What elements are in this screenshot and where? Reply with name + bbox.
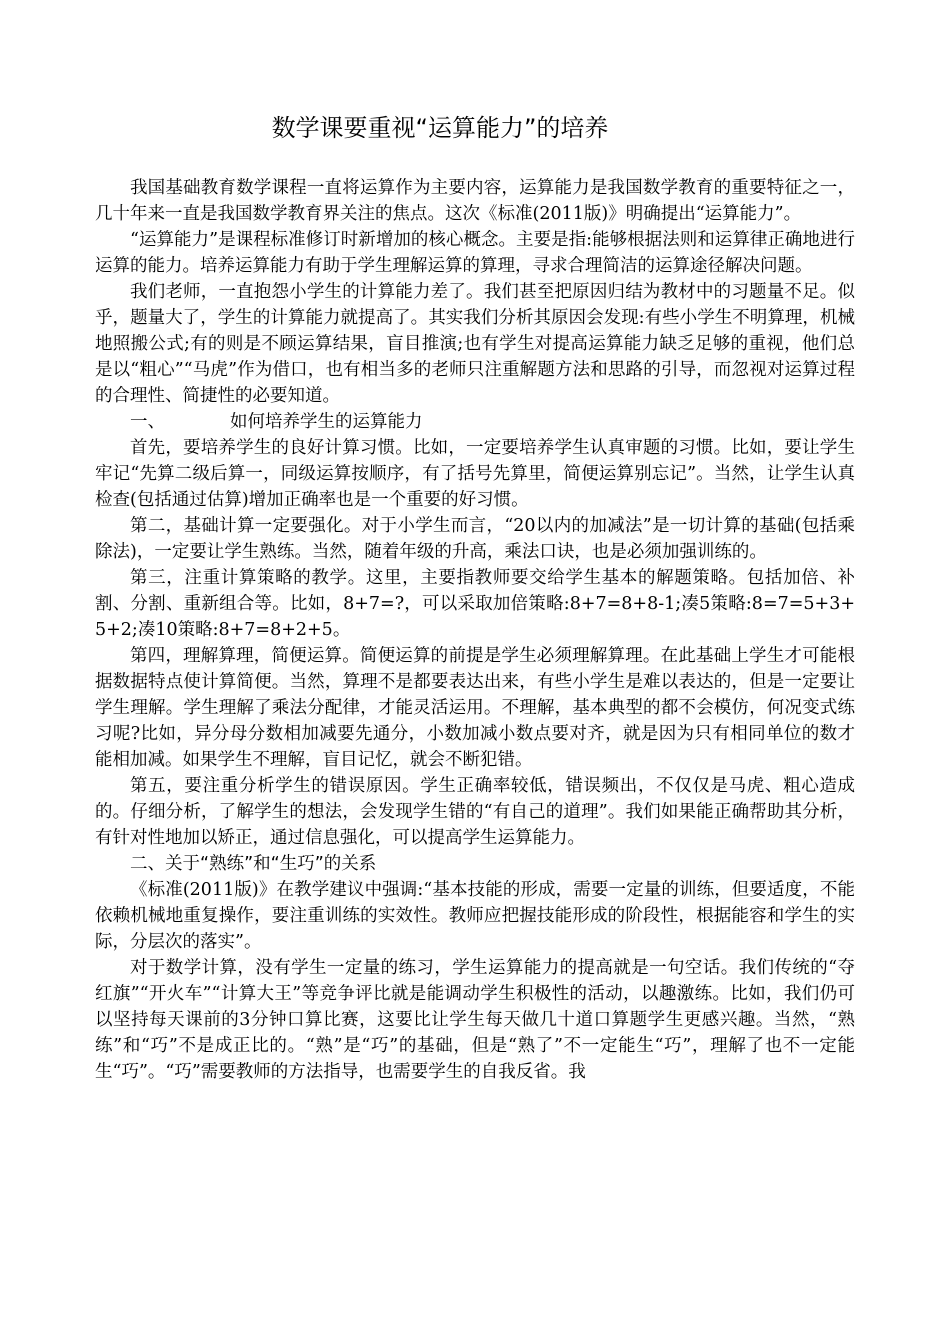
intro-paragraph-3: 我们老师，一直抱怨小学生的计算能力差了。我们甚至把原因归结为教材中的习题量不足。似乎，题量大了，学生的计算能力就提高了。其实我们分析其原因会发现:有些小学生不明算理，机械地照搬公式;有的则是不顾运算结果，盲目推演;也有学生对提高运算能力缺乏足够的重视，他们总是以“粗心”“马虎”作为借口，也有相当多的老师只注重解题方法和思路的引导，而忽视对运算过程的合理性、简捷性的必要知道。 — [95, 282, 855, 406]
section-heading-1 — [95, 409, 855, 435]
section1-paragraph-4: 第四，理解算理，简便运算。简便运算的前提是学生必须理解算理。在此基础上学生才可能根据数据特点使计算简便。当然，算理不是都要表达出来，有些小学生是难以表达的，但是一定要让学生理解。学生理解了乘法分配律，才能灵活运用。不理解，基本典型的都不会模仿，何况变式练习呢?比如，异分母分数相加减要先通分，小数加减小数点要对齐，就是因为只有相同单位的数才能相加减。如果学生不理解，盲目记忆，就会不断犯错。 — [95, 646, 855, 770]
section2-paragraph-2: 对于数学计算，没有学生一定量的练习，学生运算能力的提高就是一句空话。我们传统的“夺红旗”“开火车”“计算大王”等竞争评比就是能调动学生积极性的活动，以趣激练。比如，我们仍可以坚持每天课前的3分钟口算比赛，这要比让学生每天做几十道口算题学生更感兴趣。当然，“熟练”和“巧”不是成正比的。“熟”是“巧”的基础，但是“熟了”不一定能生“巧”，理解了也不一定能生“巧”。“巧”需要教师的方法指导，也需要学生的自我反省。我 — [95, 958, 855, 1082]
intro-paragraph-2: “运算能力”是课程标准修订时新增加的核心概念。主要是指:能够根据法则和运算律正确地进行运算的能力。培养运算能力有助于学生理解运算的算理，寻求合理简洁的运算途径解决问题。 — [95, 230, 855, 276]
intro-paragraph-1: 我国基础教育数学课程一直将运算作为主要内容，运算能力是我国数学教育的重要特征之一，几十年来一直是我国数学教育界关注的焦点。这次《标准(2011版)》明确提出“运算能力”。 — [95, 178, 855, 224]
section1-paragraph-2: 第二，基础计算一定要强化。对于小学生而言，“20以内的加减法”是一切计算的基础(包括乘除法)，一定要让学生熟练。当然，随着年级的升高，乘法口诀，也是必须加强训练的。 — [95, 516, 855, 562]
section1-paragraph-1: 首先，要培养学生的良好计算习惯。比如，一定要培养学生认真审题的习惯。比如，要让学生牢记“先算二级后算一，同级运算按顺序，有了括号先算里，简便运算别忘记”。当然，让学生认真检查(包括通过估算)增加正确率也是一个重要的好习惯。 — [95, 438, 855, 510]
section2-paragraph-1: 《标准(2011版)》在教学建议中强调:“基本技能的形成，需要一定量的训练，但要适度，不能依赖机械地重复操作，要注重训练的实效性。教师应把握技能形成的阶段性，根据能容和学生的实际，分层次的落实”。 — [95, 880, 855, 952]
section-heading-1-text: 如何培养学生的运算能力 — [230, 412, 423, 432]
document-title: 数学课要重视“运算能力”的培养 — [271, 114, 609, 142]
section1-paragraph-5: 第五，要注重分析学生的错误原因。学生正确率较低，错误频出，不仅仅是马虎、粗心造成的。仔细分析，了解学生的想法，会发现学生错的“有自己的道理”。我们如果能正确帮助其分析，有针对性地加以矫正，通过信息强化，可以提高学生运算能力。 — [95, 776, 855, 848]
section-heading-1-number: 一、 — [130, 412, 165, 432]
section1-paragraph-3: 第三，注重计算策略的教学。这里，主要指教师要交给学生基本的解题策略。包括加倍、补割、分割、重新组合等。比如，8+7=?，可以采取加倍策略:8+7=8+8-1;凑5策略:8=7=5+3+5+2;凑10策略:8+7=8+2+5。 — [95, 568, 855, 640]
section-heading-2: 二、关于“熟练”和“生巧”的关系 — [130, 854, 377, 874]
document-body — [95, 175, 855, 1085]
